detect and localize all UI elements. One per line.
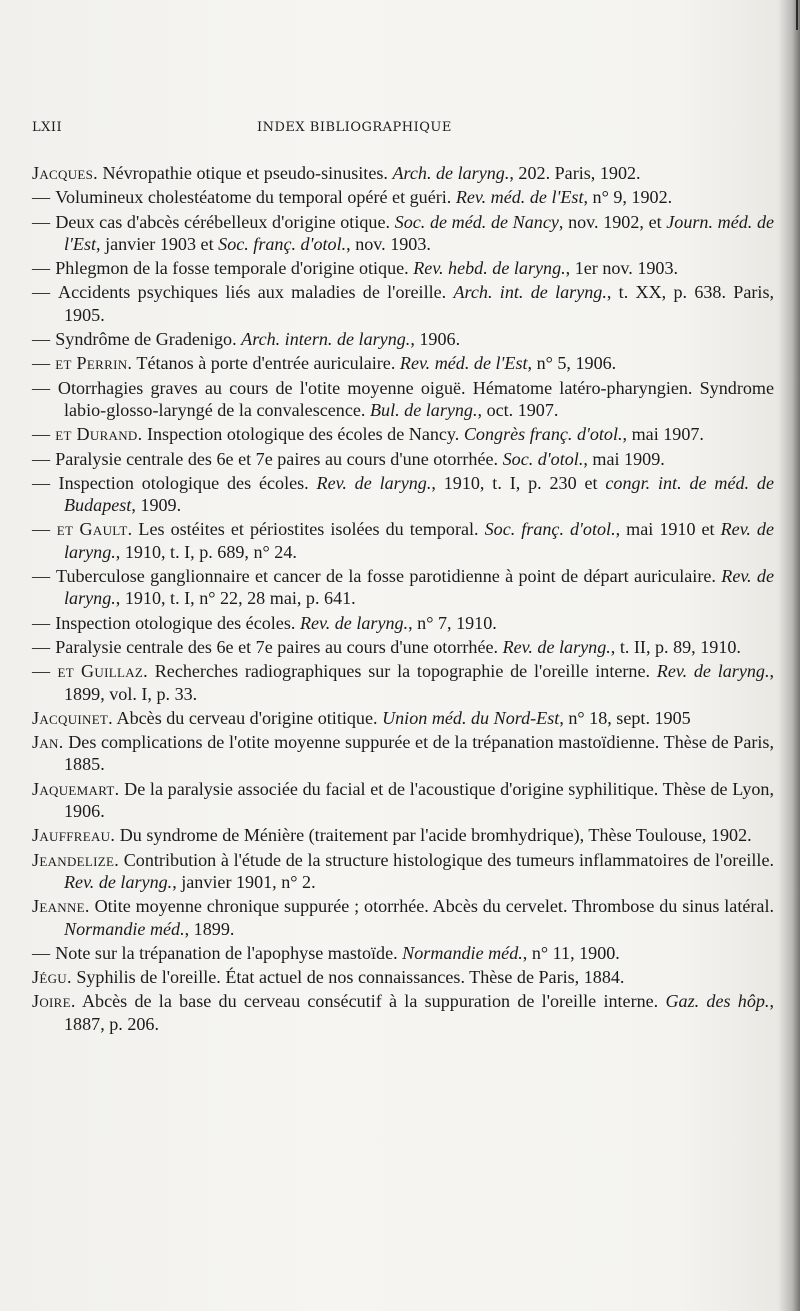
page-number: LXII xyxy=(32,120,63,135)
entry-text: Note sur la trépanation de l'apophyse mastoïde. xyxy=(55,942,403,963)
entry-author: — xyxy=(32,448,56,469)
bibliography-entry xyxy=(32,990,774,1035)
entry-text: , mai 1909. xyxy=(583,448,665,469)
entry-journal: Arch. intern. de laryng. xyxy=(241,329,411,350)
entry-text: Inspection otologique des écoles de Nancy. xyxy=(142,424,464,445)
entry-journal: Soc. franç. d'otol. xyxy=(484,519,616,540)
bibliography-entry xyxy=(32,778,774,823)
entry-author: — xyxy=(32,187,56,208)
entry-journal: Rev. de laryng. xyxy=(64,871,173,892)
entry-journal: Arch. int. de laryng. xyxy=(453,282,607,303)
entry-text: , nov. 1902, et xyxy=(558,211,667,232)
entry-journal: Normandie méd. xyxy=(64,918,185,939)
entry-author: — et xyxy=(32,424,77,445)
entry-author: — xyxy=(32,566,57,587)
bibliography-entry xyxy=(32,942,774,964)
entry-journal: Soc. franç. d'otol. xyxy=(218,233,347,254)
entry-author: — xyxy=(32,258,56,279)
bibliography-entry xyxy=(32,211,774,256)
entry-author: — xyxy=(32,211,56,232)
entry-text: Volumineux cholestéatome du temporal opéré et guéri. xyxy=(55,187,456,208)
entry-journal: Bul. de laryng. xyxy=(369,399,478,420)
bibliography-entry xyxy=(32,518,774,563)
entry-author: Jacquinet. xyxy=(32,707,113,728)
entry-text: Les ostéites et périostites isolées du temporal. xyxy=(132,519,485,540)
entry-text: , t. XX, p. 638. Paris, 1905. xyxy=(64,282,775,325)
entry-journal: Soc. de méd. de Nancy xyxy=(394,211,559,232)
entry-author: Jan. xyxy=(32,732,64,753)
entry-text: Névropathie otique et pseudo-sinusites. xyxy=(97,163,393,183)
entry-text: , 1er nov. 1903. xyxy=(565,258,679,279)
entry-text: Deux cas d'abcès cérébelleux d'origine otique. xyxy=(55,211,395,232)
entry-author: — xyxy=(32,612,56,633)
entry-author: — xyxy=(32,329,56,350)
bibliography-entry xyxy=(32,377,774,422)
entry-text: , janvier 1901, n° 2. xyxy=(172,871,316,892)
entry-author: — et xyxy=(32,519,80,540)
bibliography-entry xyxy=(32,328,774,350)
bibliography-entry xyxy=(32,352,774,374)
entry-journal: Rev. de laryng. xyxy=(299,612,409,633)
entry-text: , 1910, t. I, n° 22, 28 mai, p. 641. xyxy=(115,588,356,609)
entry-journal: Rev. hebd. de laryng. xyxy=(413,258,566,279)
entry-text: Des complications de l'otite moyenne suppurée et de la trépanation mastoïdienne. Thèse de Paris, 1885. xyxy=(63,732,774,775)
entry-author: — xyxy=(32,942,56,963)
entry-author: — xyxy=(32,472,59,493)
bibliography-entry xyxy=(32,472,774,517)
entry-author: Jeandelize. xyxy=(32,849,120,870)
entry-author: — xyxy=(32,636,56,657)
entry-journal: Rev. de laryng. xyxy=(502,636,611,657)
entry-text: Tuberculose ganglionnaire et cancer de la fosse parotidienne à point de départ auriculaire. xyxy=(56,566,722,587)
entry-text: , 1910, t. I, p. 689, n° 24. xyxy=(115,541,297,562)
entry-journal: Normandie méd. xyxy=(402,942,523,963)
entry-journal: Rev. de laryng. xyxy=(64,519,775,562)
entry-text: Paralysie centrale des 6e et 7e paires au cours d'une otorrhée. xyxy=(55,448,503,469)
entry-author: — et xyxy=(32,661,82,682)
entry-text: , 1909. xyxy=(131,495,182,516)
entry-text: Abcès de la base du cerveau consécutif à la suppuration de l'oreille interne. xyxy=(75,991,666,1012)
entry-journal: Rev. méd. de l'Est xyxy=(399,353,528,374)
entry-journal: congr. int. de méd. de Budapest xyxy=(64,472,774,516)
entry-text: Tétanos à porte d'entrée auriculaire. xyxy=(132,353,400,374)
entry-author: Jacques. xyxy=(32,163,98,183)
entry-author: Joire. xyxy=(32,991,76,1012)
entry-text: , n° 18, sept. 1905 xyxy=(559,707,691,728)
entry-author: — et xyxy=(32,353,77,374)
entry-coauthor: Durand. xyxy=(76,424,143,445)
entry-text: , n° 5, 1906. xyxy=(527,353,617,374)
entry-text: , 1887, p. 206. xyxy=(64,991,774,1034)
entry-text: Abcès du cerveau d'origine otitique. xyxy=(113,707,383,728)
bibliography-entry xyxy=(32,660,774,705)
entry-text: , t. II, p. 89, 1910. xyxy=(610,636,741,657)
entry-text: Inspection otologique des écoles. xyxy=(58,472,317,493)
running-title: INDEX BIBLIOGRAPHIQUE xyxy=(257,120,452,135)
bibliography-entry xyxy=(32,849,774,894)
bibliography-entry xyxy=(32,966,774,988)
entry-journal: Union méd. du Nord-Est xyxy=(382,707,560,728)
entry-author: Jaquemart. xyxy=(32,778,120,799)
entry-author: — xyxy=(32,377,58,398)
entry-text: Otite moyenne chronique suppurée ; otorrhée. Abcès du cervelet. Thrombose du sinus latéral. xyxy=(89,896,774,917)
bibliography-entry xyxy=(32,162,774,184)
page-header xyxy=(32,120,752,144)
entry-text: , 1910, t. I, p. 230 et xyxy=(431,472,606,493)
entry-author: Jauffreau. xyxy=(32,825,116,846)
bibliography-entry xyxy=(32,257,774,279)
entry-text: Contribution à l'étude de la structure histologique des tumeurs inflammatoires de l'oreille. xyxy=(119,849,774,870)
bibliography-entry xyxy=(32,636,774,658)
bibliography-entry xyxy=(32,186,774,208)
bibliography-entry xyxy=(32,281,774,326)
entry-journal: Soc. d'otol. xyxy=(502,448,584,469)
bibliography-entry xyxy=(32,565,774,610)
entry-text: , nov. 1903. xyxy=(346,233,431,254)
entry-text: , 202. Paris, 1902. xyxy=(509,163,641,183)
entry-text: Paralysie centrale des 6e et 7e paires au cours d'une otorrhée. xyxy=(55,636,503,657)
entry-text: Syndrôme de Gradenigo. xyxy=(55,329,242,350)
entry-text: Recherches radiographiques sur la topographie de l'oreille interne. xyxy=(147,661,657,682)
entry-text: , n° 11, 1900. xyxy=(522,942,620,963)
entry-journal: Rev. de laryng. xyxy=(316,472,432,493)
entry-text: , mai 1910 et xyxy=(615,519,721,540)
entry-text: , 1906. xyxy=(410,329,461,350)
entry-text: Otorrhagies graves au cours de l'otite moyenne oiguë. Hématome latéro-pharyngien. Syndrome labio-glosso-laryngé de la convalescence. xyxy=(57,377,774,420)
entry-author: — xyxy=(32,282,58,303)
entry-text: , janvier 1903 et xyxy=(96,233,219,254)
bibliography-entry xyxy=(32,423,774,445)
bibliography-entry xyxy=(32,448,774,470)
entry-journal: Journ. méd. de l'Est xyxy=(64,211,775,254)
entry-author: Jégu. xyxy=(32,967,72,988)
bibliography-entry xyxy=(32,895,774,940)
entry-coauthor: Gault. xyxy=(79,519,133,540)
page-edge-shadow xyxy=(778,0,800,1311)
entry-text: , n° 7, 1910. xyxy=(408,612,497,633)
entry-author: Jeanne. xyxy=(32,896,90,917)
entry-coauthor: Perrin. xyxy=(76,353,133,374)
entry-text: , 1899, vol. I, p. 33. xyxy=(64,661,775,704)
bibliography-entry xyxy=(32,707,774,729)
entry-text: Phlegmon de la fosse temporale d'origine otique. xyxy=(55,258,414,279)
entry-text: , mai 1907. xyxy=(622,424,704,445)
entry-journal: Rev. méd. de l'Est xyxy=(455,187,584,208)
bibliography-entry xyxy=(32,731,774,776)
entry-text: , oct. 1907. xyxy=(477,399,559,420)
entry-text: Syphilis de l'oreille. État actuel de nos connaissances. Thèse de Paris, 1884. xyxy=(71,967,625,988)
entry-journal: Rev. de laryng. xyxy=(64,566,775,609)
entry-text: Inspection otologique des écoles. xyxy=(55,612,300,633)
bibliography-entry xyxy=(32,612,774,634)
bibliography-entry xyxy=(32,824,774,846)
entry-text: , 1899. xyxy=(184,918,235,939)
entry-journal: Arch. de laryng. xyxy=(392,163,510,183)
bibliography-list xyxy=(32,162,774,1037)
entry-coauthor: Guillaz. xyxy=(81,661,148,682)
entry-text: De la paralysie associée du facial et de l'acoustique d'origine syphilitique. Thèse de Lyon, 1906. xyxy=(64,778,774,822)
entry-text: Du syndrome de Ménière (traitement par l'acide bromhydrique), Thèse Toulouse, 1902. xyxy=(115,825,752,846)
entry-journal: Rev. de laryng. xyxy=(656,661,770,682)
entry-text: , n° 9, 1902. xyxy=(583,187,673,208)
edge-mark xyxy=(796,0,798,30)
entry-text: Accidents psychiques liés aux maladies de l'oreille. xyxy=(58,282,454,303)
entry-journal: Gaz. des hôp. xyxy=(665,991,770,1012)
entry-journal: Congrès franç. d'otol. xyxy=(463,424,623,445)
